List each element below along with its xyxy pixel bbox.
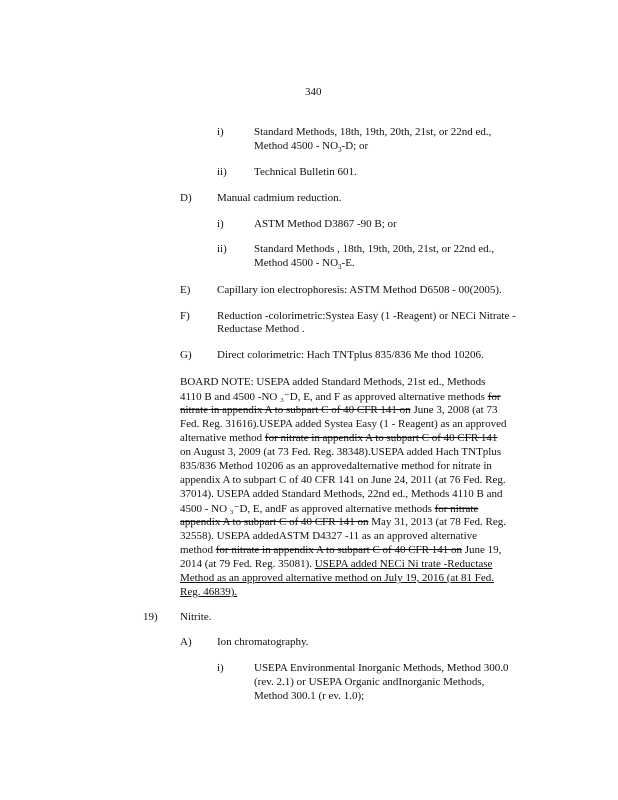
list-label: A) xyxy=(180,636,192,648)
list-item-text: Technical Bulletin 601. xyxy=(254,166,357,178)
struck-text: nitrate in appendix A to subpart C of 40 CFR 141 on xyxy=(180,404,411,416)
note-line: on August 3, 2009 (at 73 Fed. Reg. 38348).USEPA added Hach TNTplus xyxy=(180,446,502,458)
list-item-text: Capillary ion electrophoresis: ASTM Method D6508 - 00(2005). xyxy=(217,284,502,296)
list-item-text-line2: (rev. 2.1) or USEPA Organic andInorganic Methods, xyxy=(254,676,485,688)
list-item-text: Ion chromatography. xyxy=(217,636,309,648)
page-number: 340 xyxy=(305,86,322,98)
note-line xyxy=(180,432,497,444)
underlined-text: USEPA added NECi Ni trate -Reductase xyxy=(314,558,493,570)
text-segment: June 3, 2008 (at 73 xyxy=(413,404,498,416)
text-segment: Method 4500 - NO xyxy=(254,257,339,269)
note-line: Fed. Reg. 31616).USEPA added Systea Easy (1 - Reagent) as an approved xyxy=(180,418,507,430)
note-line: BOARD NOTE: USEPA added Standard Methods, 21st ed., Methods xyxy=(180,376,486,388)
list-item-text-line2 xyxy=(254,257,355,271)
list-label: i) xyxy=(217,218,224,230)
list-label: ii) xyxy=(217,166,227,178)
list-label: D) xyxy=(180,192,192,204)
text-segment: May 31, 2013 (at 78 Fed. Reg. xyxy=(371,516,507,528)
list-item-text: USEPA Environmental Inorganic Methods, Method 300.0 xyxy=(254,662,509,674)
subscript: 3 xyxy=(338,263,342,272)
text-segment: June 19, xyxy=(464,544,502,556)
list-label: i) xyxy=(217,126,224,138)
section-heading: Nitrite. xyxy=(180,611,212,623)
text-segment: 4500 - NO ₃⁻D, E, andF as approved alternative methods xyxy=(180,503,432,515)
list-item-text: Direct colorimetric: Hach TNTplus 835/836 Me thod 10206. xyxy=(217,349,484,361)
note-line xyxy=(180,516,506,528)
list-label: E) xyxy=(180,284,191,296)
list-item-text: Standard Methods , 18th, 19th, 20th, 21st, or 22nd ed., xyxy=(254,243,495,255)
note-line: Method as an approved alternative method on July 19, 2016 (at 81 Fed. xyxy=(180,572,495,584)
note-line xyxy=(180,390,501,403)
struck-text: for xyxy=(487,391,501,403)
list-item-text-line2: Reductase Method . xyxy=(217,323,305,335)
note-line: appendix A to subpart C of 40 CFR 141 on June 24, 2011 (at 76 Fed. Reg. xyxy=(180,474,506,486)
struck-text: for nitrate in appendix A to subpart C of 40 CFR 141 on xyxy=(215,544,463,556)
list-item-text: Manual cadmium reduction. xyxy=(217,192,342,204)
note-line: 835/836 Method 10206 as an approvedalternative method for nitrate in xyxy=(180,460,492,472)
note-line: 32558). USEPA addedASTM D4327 -11 as an approved alternative xyxy=(180,530,478,542)
note-line: 37014). USEPA added Standard Methods, 22nd ed., Methods 4110 B and xyxy=(180,488,503,500)
text-segment: method xyxy=(180,544,213,556)
note-line xyxy=(180,558,492,570)
list-label: ii) xyxy=(217,243,227,255)
text-segment: -D; or xyxy=(341,140,369,152)
text-segment: 2014 (at 79 Fed. Reg. 35081). xyxy=(180,558,312,570)
struck-text: appendix A to subpart C of 40 CFR 141 on xyxy=(180,516,369,528)
list-item-text-line2 xyxy=(254,140,368,154)
list-item-text: Standard Methods, 18th, 19th, 20th, 21st, or 22nd ed., xyxy=(254,126,492,138)
note-line: Reg. 46839). xyxy=(180,586,238,598)
list-item-text: ASTM Method D3867 -90 B; or xyxy=(254,218,397,230)
list-item-text-line3: Method 300.1 (r ev. 1.0); xyxy=(254,690,365,702)
note-line xyxy=(180,404,497,416)
list-label: G) xyxy=(180,349,192,361)
subscript: 3 xyxy=(338,146,342,155)
text-segment: -E. xyxy=(341,257,355,269)
section-label: 19) xyxy=(143,611,158,623)
struck-text: for nitrate xyxy=(434,503,479,515)
list-label: F) xyxy=(180,310,190,322)
note-line xyxy=(180,544,501,556)
text-segment: 4110 B and 4500 -NO ₃⁻D, E, and F as approved alternative methods xyxy=(180,391,485,403)
struck-text: for nitrate in appendix A to subpart C of 40 CFR 141 xyxy=(264,432,498,444)
text-segment: Method 4500 - NO xyxy=(254,140,339,152)
note-line xyxy=(180,502,478,515)
list-item-text: Reduction -colorimetric:Systea Easy (1 -Reagent) or NECi Nitrate - xyxy=(217,310,516,322)
list-label: i) xyxy=(217,662,224,674)
text-segment: alternative method xyxy=(180,432,263,444)
